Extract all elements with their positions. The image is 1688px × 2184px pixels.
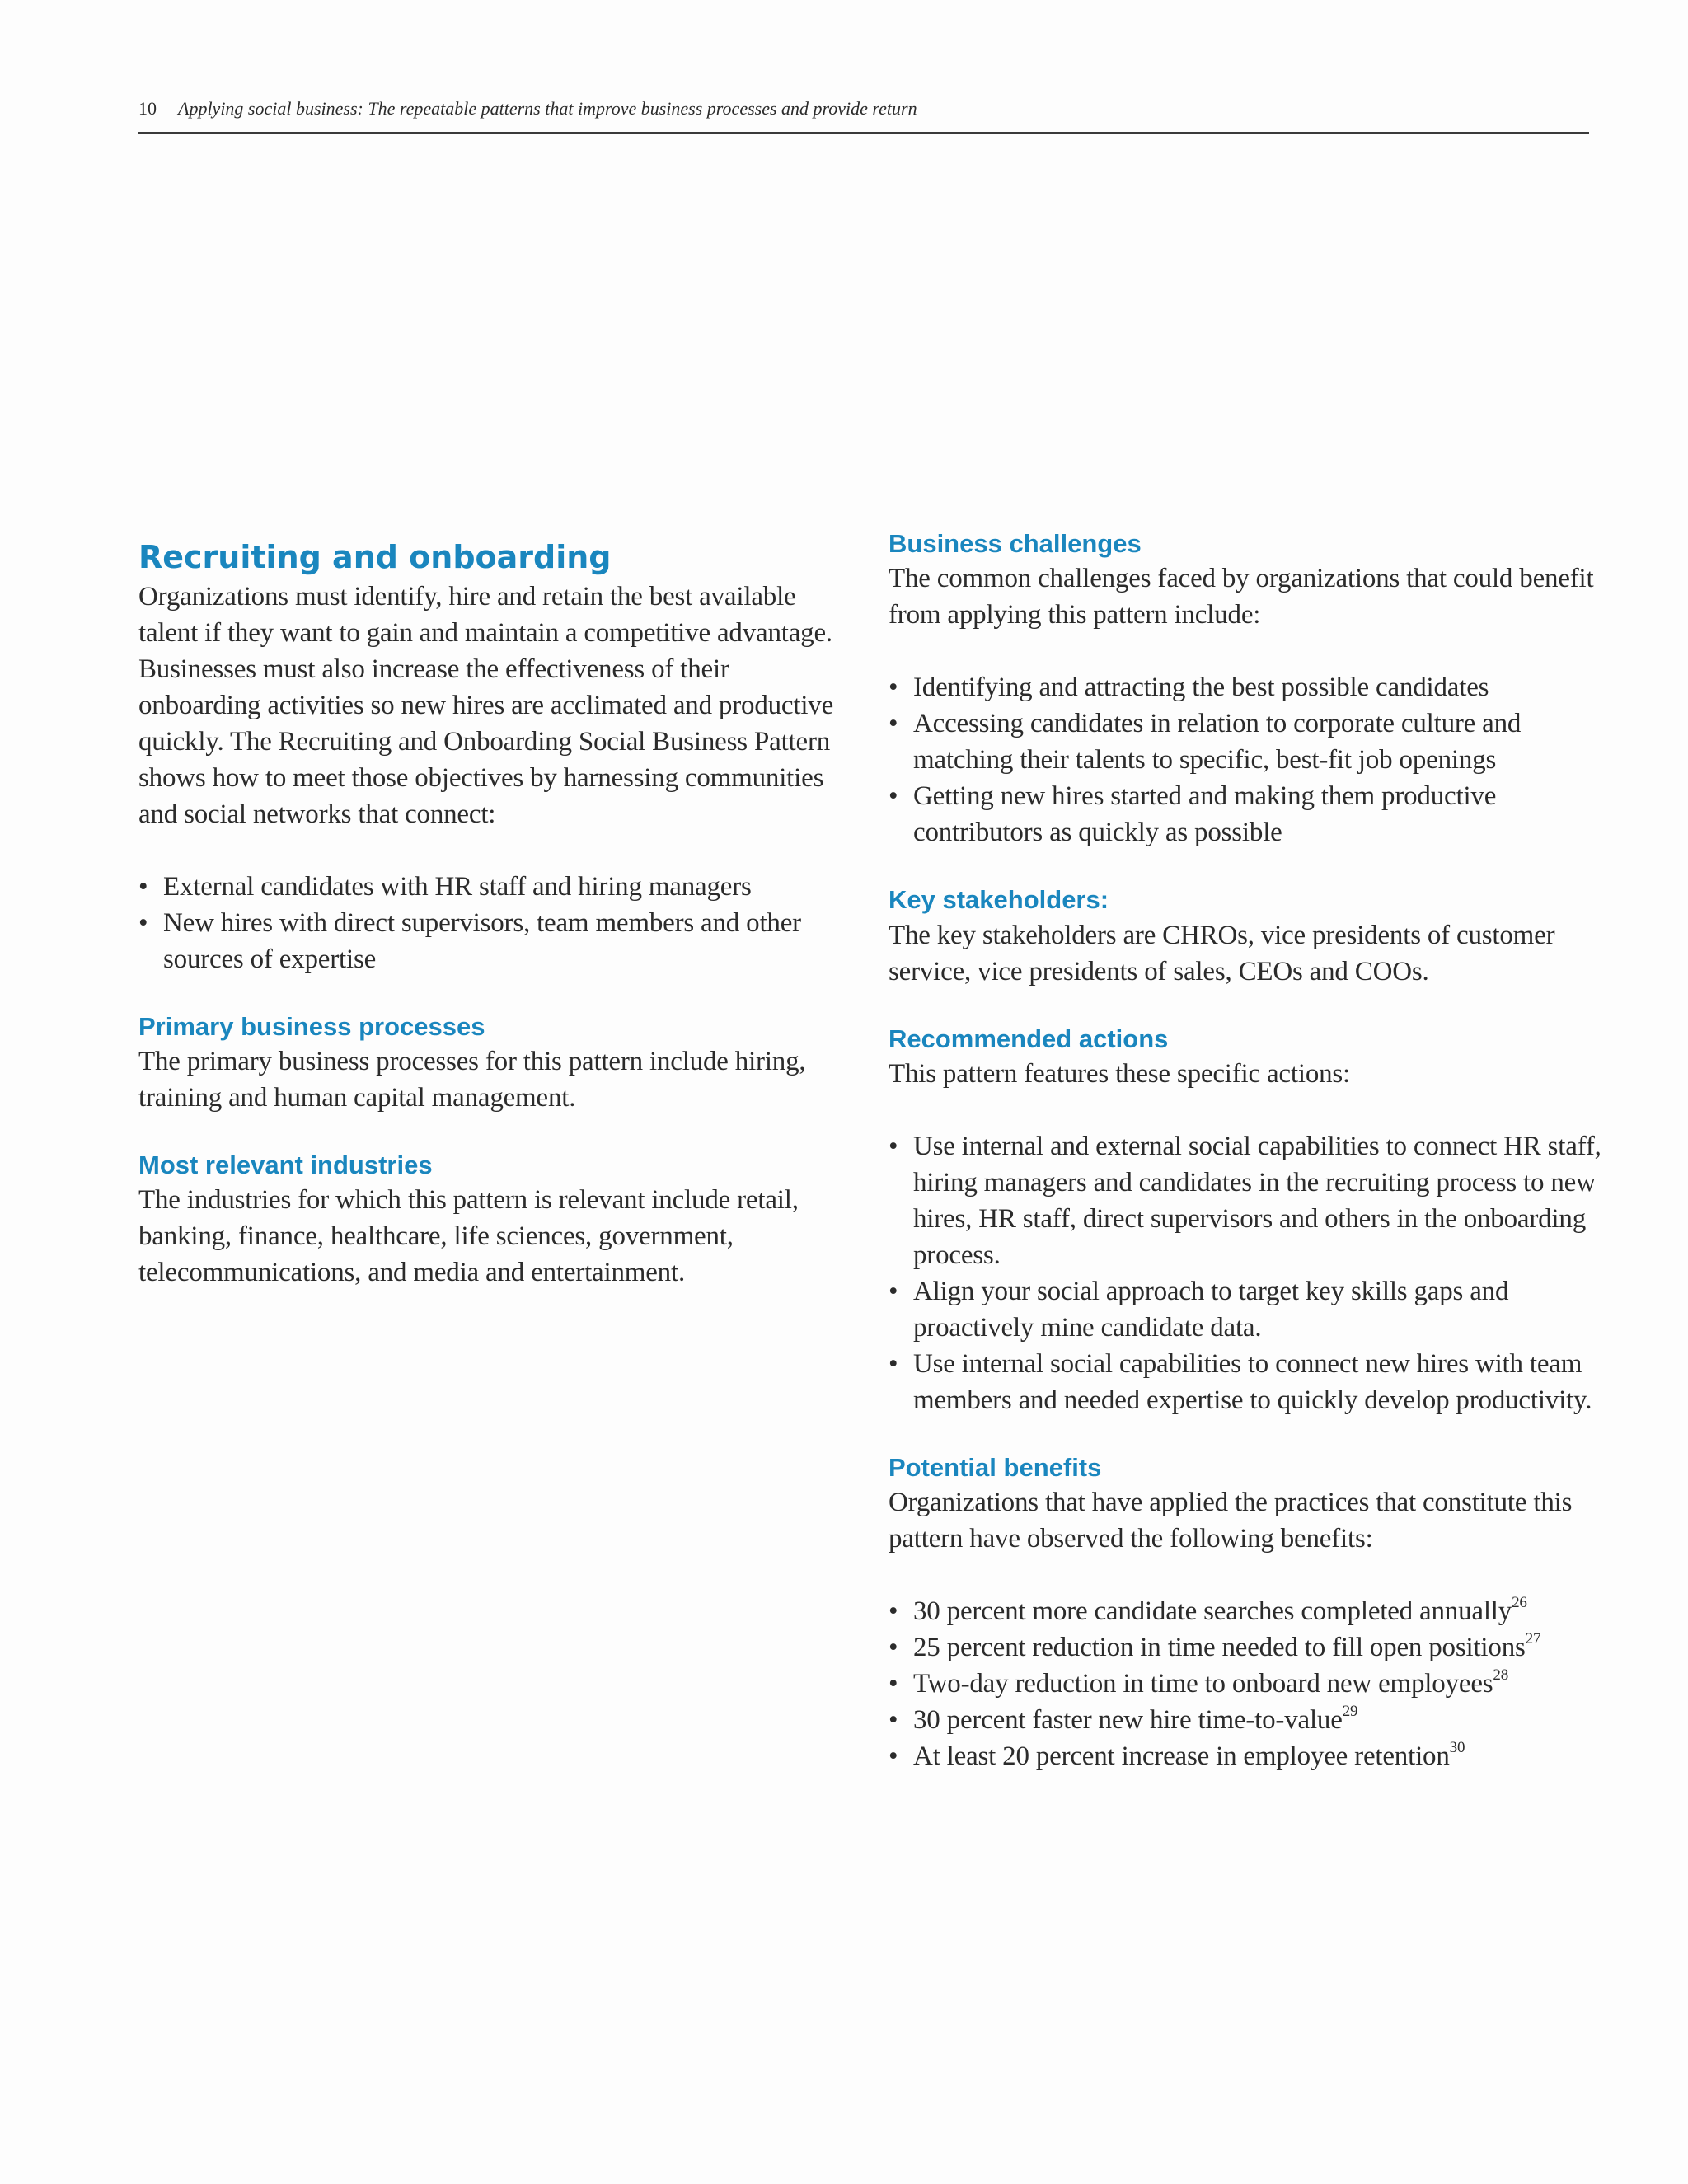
industries-section <box>138 1149 847 1291</box>
list-item <box>889 1593 1614 1629</box>
list-item: • New hires with direct supervisors, team members and other sources of expertise <box>138 905 847 977</box>
stakeholders-text: The key stakeholders are CHROs, vice presidents of customer service, vice presidents of sales, CEOs and COOs. <box>889 920 1555 987</box>
industries-text: The industries for which this pattern is relevant include retail, banking, finance, healthcare, life sciences, government, telecommunications, and media and entertainment. <box>138 1185 799 1288</box>
benefit-text: 30 percent more candidate searches completed annually <box>913 1596 1512 1627</box>
list-item <box>889 1702 1614 1738</box>
list-item: • Use internal and external social capabilities to connect HR staff, hiring managers and candidates in the recruiting process to new hires, HR staff, direct supervisors and others in the onboarding process. <box>889 1128 1614 1273</box>
benefits-section <box>889 1451 1614 1774</box>
footnote-ref: 27 <box>1525 1630 1541 1648</box>
list-item: • External candidates with HR staff and hiring managers <box>138 869 847 905</box>
primary-processes-section <box>138 1010 847 1116</box>
right-column <box>889 527 1614 1807</box>
benefit-text: 25 percent reduction in time needed to fill open positions <box>913 1633 1526 1663</box>
list-item <box>889 1666 1614 1702</box>
challenges-list <box>889 669 1614 851</box>
footnote-ref: 29 <box>1342 1703 1358 1721</box>
list-item: • Identifying and attracting the best possible candidates <box>889 669 1614 705</box>
benefit-text: Two-day reduction in time to onboard new employees <box>913 1669 1493 1699</box>
footnote-ref: 26 <box>1512 1594 1527 1612</box>
page-number: 10 <box>138 98 157 119</box>
page-header <box>138 92 1589 134</box>
industries-heading: Most relevant industries <box>138 1150 433 1179</box>
section-title: Recruiting and onboarding <box>138 539 612 575</box>
benefits-heading: Potential benefits <box>889 1452 1102 1482</box>
actions-list <box>889 1128 1614 1418</box>
benefit-text: At least 20 percent increase in employee retention <box>913 1741 1450 1772</box>
list-item: • Use internal social capabilities to connect new hires with team members and needed expertise to quickly develop productivity. <box>889 1346 1614 1418</box>
benefits-text: Organizations that have applied the practices that constitute this pattern have observed the following benefits: <box>889 1488 1573 1554</box>
benefits-list <box>889 1593 1614 1774</box>
benefit-text: 30 percent faster new hire time-to-value <box>913 1705 1343 1736</box>
footnote-ref: 30 <box>1449 1739 1465 1757</box>
actions-text: This pattern features these specific actions: <box>889 1058 1351 1089</box>
primary-processes-text: The primary business processes for this pattern include hiring, training and human capital management. <box>138 1046 806 1113</box>
footnote-ref: 28 <box>1493 1666 1509 1685</box>
challenges-heading: Business challenges <box>889 529 1142 558</box>
stakeholders-heading: Key stakeholders: <box>889 885 1109 915</box>
list-item: • Align your social approach to target key skills gaps and proactively mine candidate data. <box>889 1273 1614 1346</box>
list-item <box>889 1629 1614 1666</box>
actions-section <box>889 1023 1614 1418</box>
challenges-text: The common challenges faced by organizations that could benefit from applying this pattern include: <box>889 564 1594 630</box>
list-item: • Getting new hires started and making them productive contributors as quickly as possible <box>889 778 1614 851</box>
list-item: • Accessing candidates in relation to corporate culture and matching their talents to specific, best-fit job openings <box>889 705 1614 778</box>
stakeholders-section <box>889 883 1614 989</box>
primary-processes-heading: Primary business processes <box>138 1011 485 1041</box>
list-item <box>889 1738 1614 1774</box>
challenges-section <box>889 527 1614 851</box>
running-title: Applying social business: The repeatable patterns that improve business processes and provide return <box>178 98 917 119</box>
actions-heading: Recommended actions <box>889 1024 1169 1053</box>
left-column <box>138 527 847 1324</box>
connect-list <box>138 869 847 977</box>
intro-paragraph: Organizations must identify, hire and retain the best available talent if they want to gain and maintain a competitive advantage. Businesses must also increase the effectiveness of their onboarding activities so new hires are acclimated and productive quickly. The Recruiting and Onboarding Social Business Pattern shows how to meet those objectives by harnessing communities and social networks that connect: <box>138 581 834 829</box>
